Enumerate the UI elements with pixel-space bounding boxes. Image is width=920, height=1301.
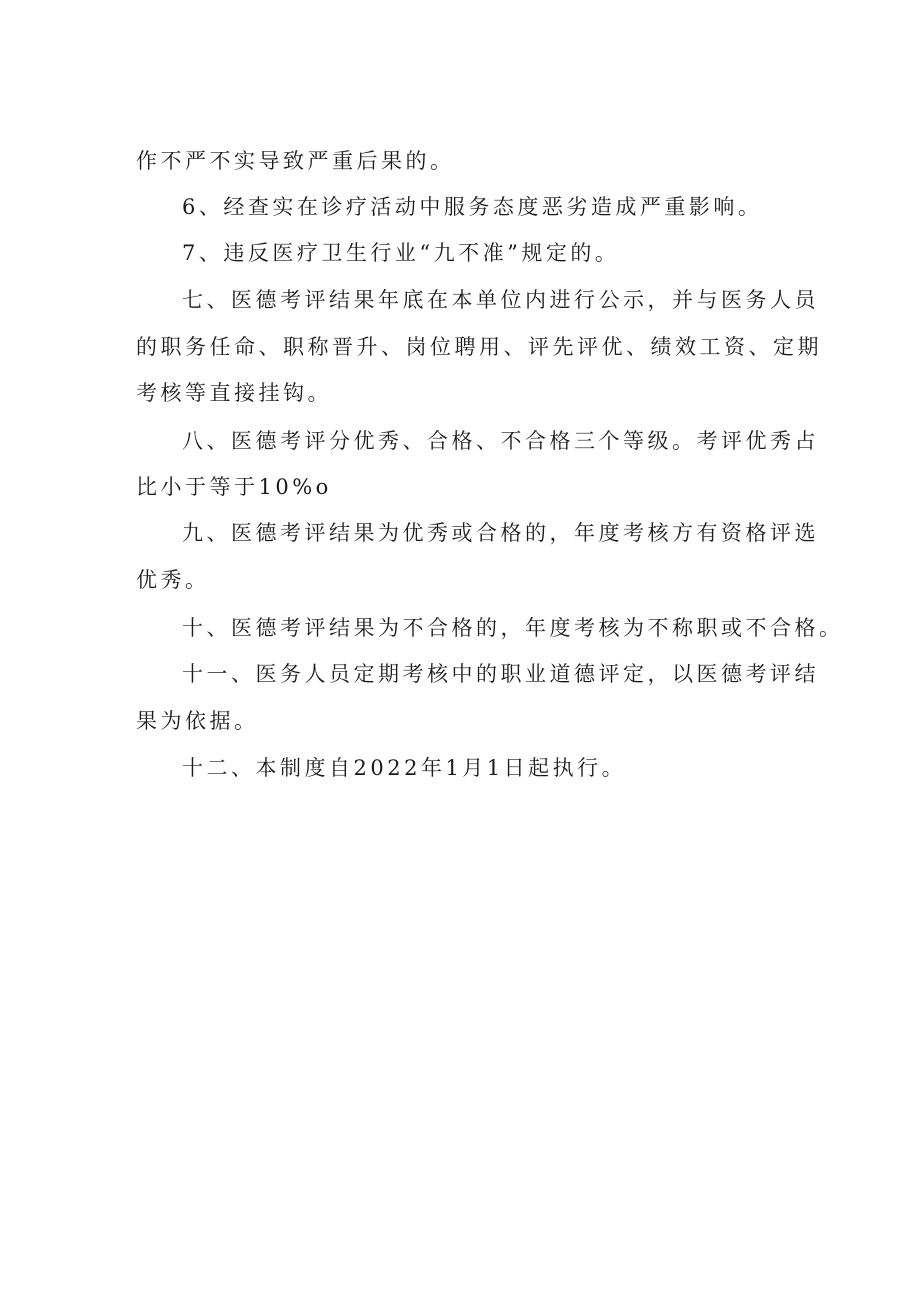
paragraph-line: 十一、医务人员定期考核中的职业道德评定，以医德考评结 <box>182 662 819 686</box>
paragraph-line: 十二、本制度自2022年1月1日起执行。 <box>182 756 627 780</box>
paragraph-line: 优秀。 <box>136 568 210 592</box>
paragraph-line: 6、经查实在诊疗活动中服务态度恶劣造成严重影响。 <box>182 195 763 219</box>
paragraph-line: 七、医德考评结果年底在本单位内进行公示，并与医务人员 <box>182 288 819 312</box>
paragraph-line: 比小于等于10%o <box>136 475 332 499</box>
paragraph-line: 考核等直接挂钩。 <box>136 381 332 405</box>
paragraph-line: 十、医德考评结果为不合格的，年度考核为不称职或不合格。 <box>182 616 844 640</box>
paragraph-line: 7、违反医疗卫生行业“九不准”规定的。 <box>182 241 620 265</box>
paragraph-line: 八、医德考评分优秀、合格、不合格三个等级。考评优秀占 <box>182 429 819 453</box>
paragraph-line: 九、医德考评结果为优秀或合格的，年度考核方有资格评选 <box>182 521 819 545</box>
paragraph-line: 作不严不实导致严重后果的。 <box>136 149 455 173</box>
paragraph-line: 的职务任命、职称晋升、岗位聘用、评先评优、绩效工资、定期 <box>136 335 822 359</box>
paragraph-line: 果为依据。 <box>136 709 259 733</box>
